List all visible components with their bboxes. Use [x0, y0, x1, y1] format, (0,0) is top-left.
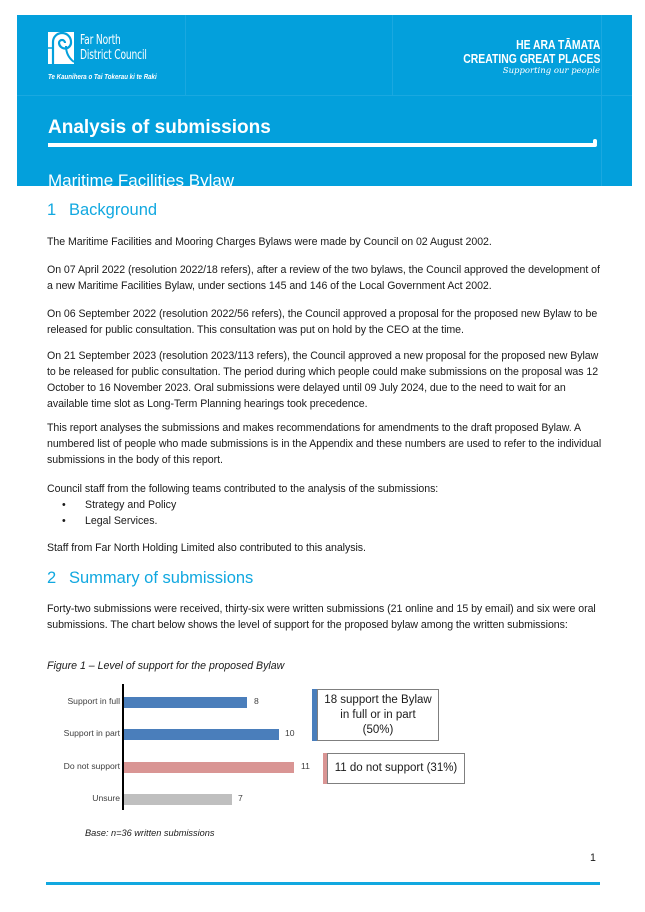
title-underline	[48, 143, 597, 147]
brand-line3: Supporting our people	[502, 66, 600, 76]
paragraph: This report analyses the submissions and makes recommendations for amendments to the draft proposed Bylaw. A numbered list of people who made submissions is in the Appendix and these numbers are used to refer to the individual submissions in the body of this report.	[47, 422, 602, 466]
footer-rule	[46, 882, 600, 885]
bar-value: 8	[254, 696, 259, 706]
bar-value: 11	[301, 761, 310, 771]
team-list	[47, 497, 176, 529]
paragraph: On 06 September 2022 (resolution 2022/56 refers), the Council approved a proposal for the proposed new Bylaw to be released for public consultation. This consultation was put on hold by the CEO at the time.	[47, 308, 598, 336]
section-number: 1	[47, 201, 57, 219]
callout-support: 18 support the Bylaw in full or in part (50%)	[317, 689, 439, 741]
document-title: Analysis of submissions	[48, 117, 271, 138]
bar-do-not-support	[124, 762, 294, 773]
brand-slogan	[429, 38, 600, 77]
paragraph: Forty-two submissions were received, thirty-six were written submissions (21 online and 15 by email) and six were oral submissions. The chart below shows the level of support for the proposed bylaw among the written submissions:	[47, 603, 596, 631]
bar-support-in-full	[124, 697, 247, 708]
category-label: Unsure	[92, 793, 120, 803]
paragraph: On 21 September 2023 (resolution 2023/113 refers), the Council approved a new proposal for the proposed new Bylaw to be released for public consultation. The period during which people could make submissions on the proposal was 12 October to 16 November 2023. Oral submissions were delayed until 09 July 2024, due to the need to wait for an available time slot as Long-Term Planning hearings took precedence.	[47, 350, 599, 410]
bar-support-in-part	[124, 729, 279, 740]
paragraph: On 07 April 2022 (resolution 2022/18 refers), after a review of the two bylaws, the Council approved the development of a new Maritime Facilities Bylaw, under sections 145 and 146 of the Local Government Act 2002.	[47, 264, 600, 292]
bar-value: 7	[238, 793, 243, 803]
figure-caption: Figure 1 – Level of support for the proposed Bylaw	[47, 660, 285, 672]
section-title: Summary of submissions	[69, 569, 254, 587]
chart-base-note: Base: n=36 written submissions	[85, 828, 215, 838]
callout-oppose: 11 do not support (31%)	[327, 753, 465, 784]
page-number: 1	[590, 852, 596, 864]
banner-seam	[17, 95, 632, 96]
document-header-banner	[17, 15, 632, 190]
banner-seam	[601, 15, 602, 186]
bar-unsure	[124, 794, 232, 805]
brand-line1: HE ARA TĀMATA	[515, 37, 600, 52]
council-tagline: Te Kaunihera o Tai Tokerau ki te Raki	[48, 72, 157, 81]
koru-logo-icon	[48, 32, 74, 64]
council-name	[80, 33, 147, 63]
document-subtitle: Maritime Facilities Bylaw	[48, 171, 235, 190]
list-item: • Strategy and Policy	[47, 497, 176, 513]
paragraph: Council staff from the following teams contributed to the analysis of the submissions:	[47, 483, 439, 495]
brand-line2: CREATING GREAT PLACES	[462, 51, 600, 66]
paragraph: The Maritime Facilities and Mooring Charges Bylaws were made by Council on 02 August 2002.	[47, 236, 492, 248]
council-name-line1: Far North	[80, 33, 121, 48]
category-label: Support in full	[67, 696, 120, 706]
category-label: Do not support	[63, 761, 120, 771]
section-title: Background	[69, 201, 158, 219]
section-heading-summary	[47, 569, 253, 588]
list-item: • Legal Services.	[47, 513, 176, 529]
council-name-line2: District Council	[80, 48, 147, 63]
banner-seam	[392, 15, 393, 95]
category-label: Support in part	[63, 728, 120, 738]
paragraph: Staff from Far North Holding Limited also contributed to this analysis.	[47, 542, 366, 554]
council-logo	[48, 32, 188, 92]
bar-value: 10	[285, 728, 295, 738]
section-heading-background	[47, 201, 157, 220]
section-number: 2	[47, 569, 57, 587]
